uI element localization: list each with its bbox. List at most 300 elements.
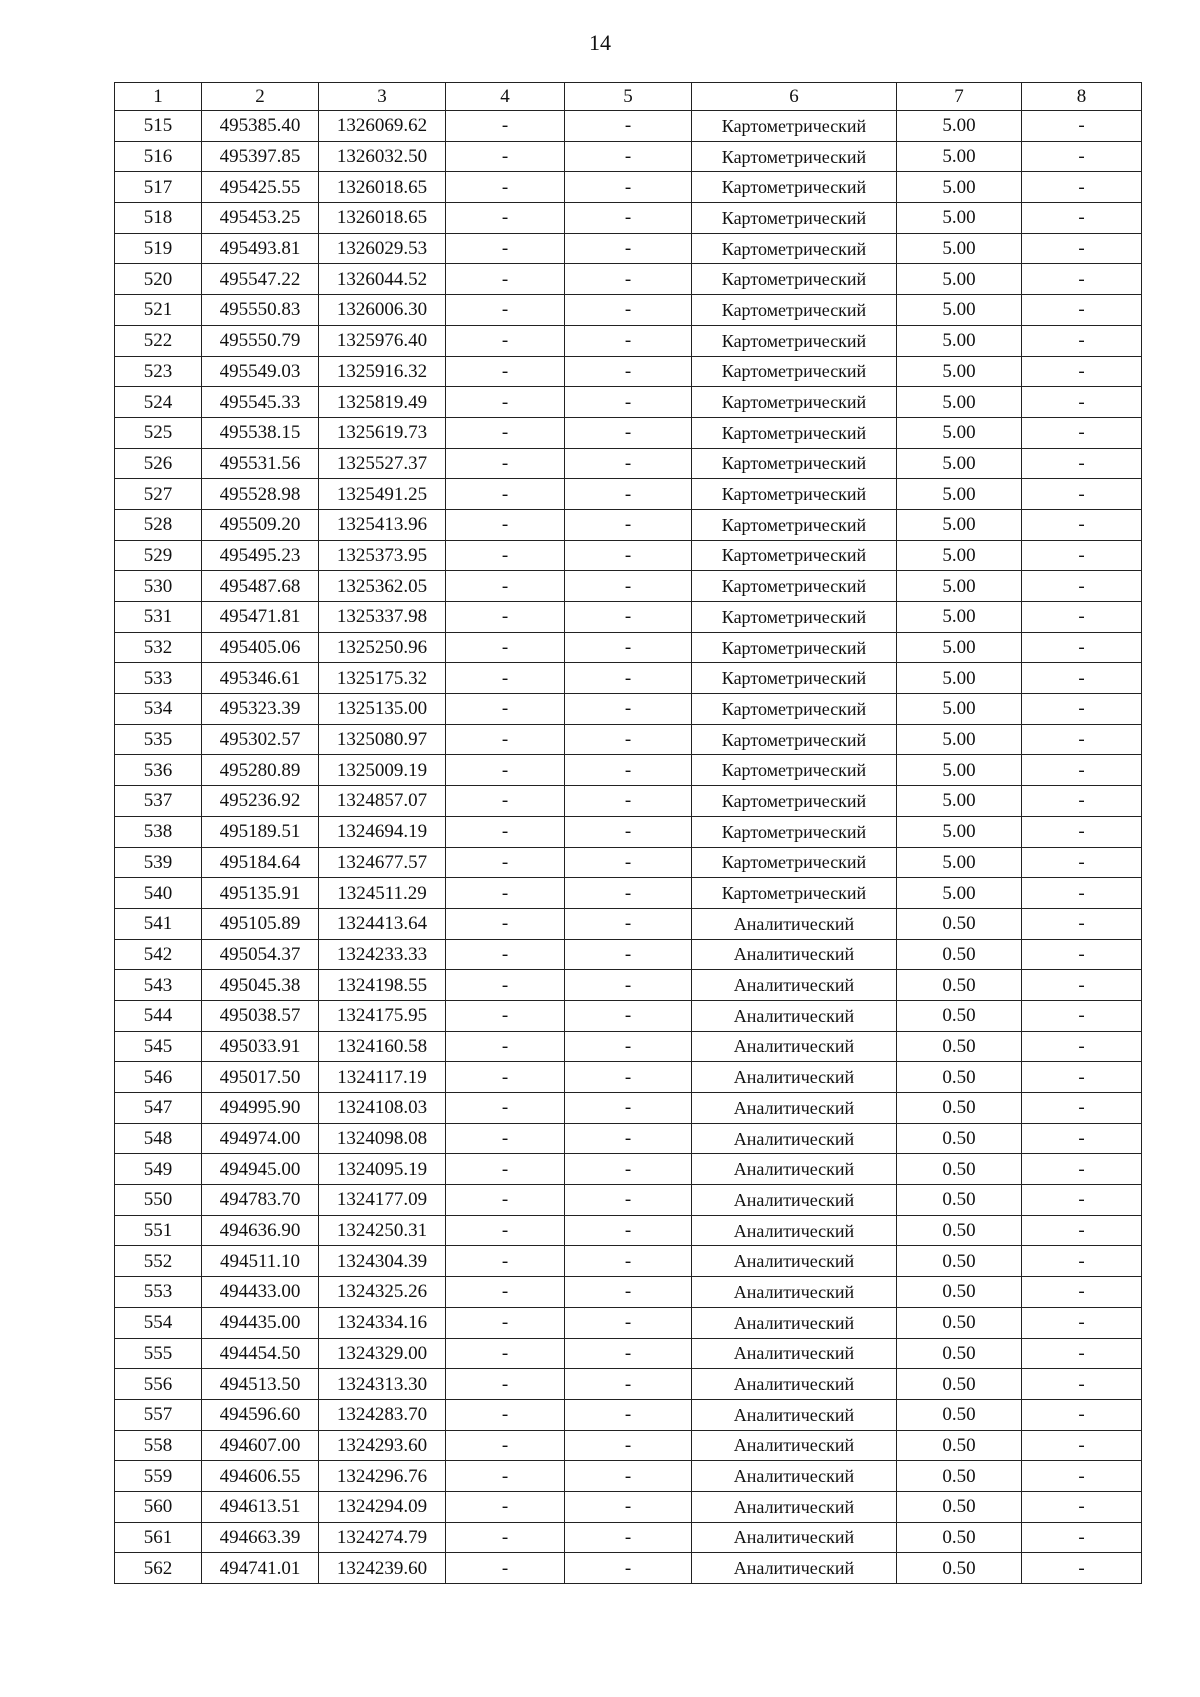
x-coordinate-cell: 494636.90 bbox=[202, 1215, 319, 1246]
column-4-cell: - bbox=[446, 663, 565, 694]
accuracy-cell: 5.00 bbox=[897, 816, 1022, 847]
column-5-cell: - bbox=[565, 908, 692, 939]
y-coordinate-cell: 1324175.95 bbox=[319, 1000, 446, 1031]
accuracy-cell: 5.00 bbox=[897, 141, 1022, 172]
x-coordinate-cell: 494513.50 bbox=[202, 1369, 319, 1400]
column-4-cell: - bbox=[446, 1338, 565, 1369]
column-5-cell: - bbox=[565, 141, 692, 172]
accuracy-cell: 5.00 bbox=[897, 878, 1022, 909]
accuracy-cell: 5.00 bbox=[897, 295, 1022, 326]
table-row bbox=[115, 724, 1142, 755]
accuracy-cell: 5.00 bbox=[897, 847, 1022, 878]
table-row bbox=[115, 847, 1142, 878]
column-8-cell: - bbox=[1022, 1031, 1142, 1062]
accuracy-cell: 5.00 bbox=[897, 417, 1022, 448]
column-5-cell: - bbox=[565, 1123, 692, 1154]
accuracy-cell: 0.50 bbox=[897, 1491, 1022, 1522]
point-number-cell: 529 bbox=[115, 540, 202, 571]
point-number-cell: 519 bbox=[115, 233, 202, 264]
column-4-cell: - bbox=[446, 632, 565, 663]
y-coordinate-cell: 1325373.95 bbox=[319, 540, 446, 571]
column-5-cell: - bbox=[565, 970, 692, 1001]
y-coordinate-cell: 1324250.31 bbox=[319, 1215, 446, 1246]
accuracy-cell: 5.00 bbox=[897, 387, 1022, 418]
column-4-cell: - bbox=[446, 970, 565, 1001]
x-coordinate-cell: 494607.00 bbox=[202, 1430, 319, 1461]
coordinates-table bbox=[114, 82, 1142, 1584]
y-coordinate-cell: 1324274.79 bbox=[319, 1522, 446, 1553]
column-8-cell: - bbox=[1022, 847, 1142, 878]
point-number-cell: 532 bbox=[115, 632, 202, 663]
column-8-cell: - bbox=[1022, 1185, 1142, 1216]
x-coordinate-cell: 495385.40 bbox=[202, 111, 319, 142]
column-5-cell: - bbox=[565, 663, 692, 694]
column-4-cell: - bbox=[446, 1123, 565, 1154]
column-8-cell: - bbox=[1022, 724, 1142, 755]
method-cell: Картометрический bbox=[692, 755, 897, 786]
page-number: 14 bbox=[589, 30, 611, 55]
column-8-cell: - bbox=[1022, 540, 1142, 571]
column-5-cell: - bbox=[565, 939, 692, 970]
column-8-cell: - bbox=[1022, 141, 1142, 172]
table-row bbox=[115, 1430, 1142, 1461]
y-coordinate-cell: 1324413.64 bbox=[319, 908, 446, 939]
point-number-cell: 554 bbox=[115, 1307, 202, 1338]
table-row bbox=[115, 1031, 1142, 1062]
method-cell: Картометрический bbox=[692, 111, 897, 142]
column-5-cell: - bbox=[565, 509, 692, 540]
column-8-cell: - bbox=[1022, 816, 1142, 847]
point-number-cell: 551 bbox=[115, 1215, 202, 1246]
column-4-cell: - bbox=[446, 325, 565, 356]
table-row bbox=[115, 1307, 1142, 1338]
y-coordinate-cell: 1326018.65 bbox=[319, 203, 446, 234]
y-coordinate-cell: 1324293.60 bbox=[319, 1430, 446, 1461]
y-coordinate-cell: 1326032.50 bbox=[319, 141, 446, 172]
method-cell: Картометрический bbox=[692, 172, 897, 203]
x-coordinate-cell: 495017.50 bbox=[202, 1062, 319, 1093]
x-coordinate-cell: 495495.23 bbox=[202, 540, 319, 571]
x-coordinate-cell: 494613.51 bbox=[202, 1491, 319, 1522]
column-4-cell: - bbox=[446, 111, 565, 142]
header-row bbox=[115, 83, 1142, 111]
accuracy-cell: 5.00 bbox=[897, 264, 1022, 295]
method-cell: Картометрический bbox=[692, 878, 897, 909]
column-5-cell: - bbox=[565, 203, 692, 234]
point-number-cell: 545 bbox=[115, 1031, 202, 1062]
method-cell: Картометрический bbox=[692, 632, 897, 663]
y-coordinate-cell: 1324304.39 bbox=[319, 1246, 446, 1277]
column-8-cell: - bbox=[1022, 632, 1142, 663]
x-coordinate-cell: 495323.39 bbox=[202, 694, 319, 725]
y-coordinate-cell: 1326029.53 bbox=[319, 233, 446, 264]
accuracy-cell: 0.50 bbox=[897, 1215, 1022, 1246]
y-coordinate-cell: 1324857.07 bbox=[319, 786, 446, 817]
column-5-cell: - bbox=[565, 1215, 692, 1246]
column-5-cell: - bbox=[565, 1093, 692, 1124]
accuracy-cell: 5.00 bbox=[897, 509, 1022, 540]
column-8-cell: - bbox=[1022, 1154, 1142, 1185]
column-8-cell: - bbox=[1022, 1000, 1142, 1031]
x-coordinate-cell: 494454.50 bbox=[202, 1338, 319, 1369]
table-row bbox=[115, 1399, 1142, 1430]
method-cell: Картометрический bbox=[692, 786, 897, 817]
method-cell: Аналитический bbox=[692, 1215, 897, 1246]
table-row bbox=[115, 540, 1142, 571]
method-cell: Картометрический bbox=[692, 203, 897, 234]
column-4-cell: - bbox=[446, 1062, 565, 1093]
column-4-cell: - bbox=[446, 694, 565, 725]
column-5-cell: - bbox=[565, 1000, 692, 1031]
table-row bbox=[115, 1369, 1142, 1400]
point-number-cell: 558 bbox=[115, 1430, 202, 1461]
method-cell: Картометрический bbox=[692, 479, 897, 510]
column-5-cell: - bbox=[565, 1399, 692, 1430]
column-5-cell: - bbox=[565, 448, 692, 479]
column-4-cell: - bbox=[446, 878, 565, 909]
table-row bbox=[115, 816, 1142, 847]
column-4-cell: - bbox=[446, 1430, 565, 1461]
point-number-cell: 527 bbox=[115, 479, 202, 510]
method-cell: Аналитический bbox=[692, 1553, 897, 1584]
method-cell: Аналитический bbox=[692, 1430, 897, 1461]
point-number-cell: 526 bbox=[115, 448, 202, 479]
y-coordinate-cell: 1324511.29 bbox=[319, 878, 446, 909]
point-number-cell: 541 bbox=[115, 908, 202, 939]
method-cell: Картометрический bbox=[692, 417, 897, 448]
column-5-cell: - bbox=[565, 1277, 692, 1308]
column-4-cell: - bbox=[446, 1369, 565, 1400]
point-number-cell: 533 bbox=[115, 663, 202, 694]
y-coordinate-cell: 1325491.25 bbox=[319, 479, 446, 510]
y-coordinate-cell: 1326069.62 bbox=[319, 111, 446, 142]
x-coordinate-cell: 494606.55 bbox=[202, 1461, 319, 1492]
x-coordinate-cell: 495509.20 bbox=[202, 509, 319, 540]
column-header: 5 bbox=[565, 83, 692, 111]
table-row bbox=[115, 1277, 1142, 1308]
column-8-cell: - bbox=[1022, 448, 1142, 479]
x-coordinate-cell: 495038.57 bbox=[202, 1000, 319, 1031]
accuracy-cell: 0.50 bbox=[897, 1553, 1022, 1584]
y-coordinate-cell: 1324294.09 bbox=[319, 1491, 446, 1522]
x-coordinate-cell: 494596.60 bbox=[202, 1399, 319, 1430]
table-row bbox=[115, 141, 1142, 172]
table-row bbox=[115, 387, 1142, 418]
x-coordinate-cell: 495405.06 bbox=[202, 632, 319, 663]
table-row bbox=[115, 1553, 1142, 1584]
point-number-cell: 534 bbox=[115, 694, 202, 725]
point-number-cell: 560 bbox=[115, 1491, 202, 1522]
point-number-cell: 516 bbox=[115, 141, 202, 172]
column-4-cell: - bbox=[446, 908, 565, 939]
table-row bbox=[115, 878, 1142, 909]
y-coordinate-cell: 1324313.30 bbox=[319, 1369, 446, 1400]
column-8-cell: - bbox=[1022, 1430, 1142, 1461]
accuracy-cell: 0.50 bbox=[897, 1338, 1022, 1369]
x-coordinate-cell: 495397.85 bbox=[202, 141, 319, 172]
y-coordinate-cell: 1326044.52 bbox=[319, 264, 446, 295]
column-4-cell: - bbox=[446, 1461, 565, 1492]
x-coordinate-cell: 495425.55 bbox=[202, 172, 319, 203]
column-5-cell: - bbox=[565, 1338, 692, 1369]
x-coordinate-cell: 495033.91 bbox=[202, 1031, 319, 1062]
x-coordinate-cell: 494995.90 bbox=[202, 1093, 319, 1124]
point-number-cell: 559 bbox=[115, 1461, 202, 1492]
column-4-cell: - bbox=[446, 387, 565, 418]
x-coordinate-cell: 495528.98 bbox=[202, 479, 319, 510]
column-5-cell: - bbox=[565, 295, 692, 326]
column-4-cell: - bbox=[446, 1031, 565, 1062]
accuracy-cell: 5.00 bbox=[897, 356, 1022, 387]
method-cell: Аналитический bbox=[692, 1307, 897, 1338]
column-5-cell: - bbox=[565, 632, 692, 663]
method-cell: Картометрический bbox=[692, 663, 897, 694]
method-cell: Аналитический bbox=[692, 1185, 897, 1216]
table-row bbox=[115, 1000, 1142, 1031]
table-row bbox=[115, 786, 1142, 817]
column-5-cell: - bbox=[565, 1031, 692, 1062]
column-8-cell: - bbox=[1022, 203, 1142, 234]
column-4-cell: - bbox=[446, 295, 565, 326]
point-number-cell: 528 bbox=[115, 509, 202, 540]
column-5-cell: - bbox=[565, 1062, 692, 1093]
point-number-cell: 550 bbox=[115, 1185, 202, 1216]
column-4-cell: - bbox=[446, 786, 565, 817]
column-5-cell: - bbox=[565, 111, 692, 142]
x-coordinate-cell: 495045.38 bbox=[202, 970, 319, 1001]
y-coordinate-cell: 1325250.96 bbox=[319, 632, 446, 663]
column-5-cell: - bbox=[565, 847, 692, 878]
column-4-cell: - bbox=[446, 1277, 565, 1308]
point-number-cell: 542 bbox=[115, 939, 202, 970]
x-coordinate-cell: 495471.81 bbox=[202, 602, 319, 633]
accuracy-cell: 5.00 bbox=[897, 448, 1022, 479]
table-row bbox=[115, 1154, 1142, 1185]
column-8-cell: - bbox=[1022, 417, 1142, 448]
column-8-cell: - bbox=[1022, 908, 1142, 939]
column-5-cell: - bbox=[565, 755, 692, 786]
column-header: 3 bbox=[319, 83, 446, 111]
column-5-cell: - bbox=[565, 816, 692, 847]
column-5-cell: - bbox=[565, 233, 692, 264]
method-cell: Картометрический bbox=[692, 295, 897, 326]
table-row bbox=[115, 1522, 1142, 1553]
column-8-cell: - bbox=[1022, 1062, 1142, 1093]
x-coordinate-cell: 495189.51 bbox=[202, 816, 319, 847]
x-coordinate-cell: 495538.15 bbox=[202, 417, 319, 448]
method-cell: Аналитический bbox=[692, 970, 897, 1001]
accuracy-cell: 0.50 bbox=[897, 1000, 1022, 1031]
column-8-cell: - bbox=[1022, 1246, 1142, 1277]
method-cell: Картометрический bbox=[692, 571, 897, 602]
column-8-cell: - bbox=[1022, 694, 1142, 725]
column-4-cell: - bbox=[446, 233, 565, 264]
x-coordinate-cell: 495302.57 bbox=[202, 724, 319, 755]
method-cell: Картометрический bbox=[692, 816, 897, 847]
x-coordinate-cell: 495105.89 bbox=[202, 908, 319, 939]
accuracy-cell: 5.00 bbox=[897, 571, 1022, 602]
column-4-cell: - bbox=[446, 448, 565, 479]
method-cell: Картометрический bbox=[692, 264, 897, 295]
x-coordinate-cell: 495453.25 bbox=[202, 203, 319, 234]
method-cell: Картометрический bbox=[692, 141, 897, 172]
table-row bbox=[115, 571, 1142, 602]
point-number-cell: 543 bbox=[115, 970, 202, 1001]
table-row bbox=[115, 479, 1142, 510]
column-8-cell: - bbox=[1022, 1369, 1142, 1400]
table-row bbox=[115, 325, 1142, 356]
column-8-cell: - bbox=[1022, 970, 1142, 1001]
column-5-cell: - bbox=[565, 479, 692, 510]
point-number-cell: 538 bbox=[115, 816, 202, 847]
column-4-cell: - bbox=[446, 939, 565, 970]
point-number-cell: 553 bbox=[115, 1277, 202, 1308]
column-8-cell: - bbox=[1022, 172, 1142, 203]
method-cell: Аналитический bbox=[692, 1338, 897, 1369]
column-5-cell: - bbox=[565, 417, 692, 448]
method-cell: Аналитический bbox=[692, 1000, 897, 1031]
column-5-cell: - bbox=[565, 1461, 692, 1492]
column-8-cell: - bbox=[1022, 1307, 1142, 1338]
method-cell: Картометрический bbox=[692, 387, 897, 418]
x-coordinate-cell: 494974.00 bbox=[202, 1123, 319, 1154]
column-8-cell: - bbox=[1022, 295, 1142, 326]
column-5-cell: - bbox=[565, 356, 692, 387]
column-8-cell: - bbox=[1022, 479, 1142, 510]
column-8-cell: - bbox=[1022, 356, 1142, 387]
method-cell: Аналитический bbox=[692, 1093, 897, 1124]
table-row bbox=[115, 356, 1142, 387]
point-number-cell: 517 bbox=[115, 172, 202, 203]
column-header: 4 bbox=[446, 83, 565, 111]
method-cell: Картометрический bbox=[692, 448, 897, 479]
column-4-cell: - bbox=[446, 1307, 565, 1338]
y-coordinate-cell: 1324095.19 bbox=[319, 1154, 446, 1185]
method-cell: Аналитический bbox=[692, 1246, 897, 1277]
accuracy-cell: 0.50 bbox=[897, 970, 1022, 1001]
table-row bbox=[115, 1093, 1142, 1124]
accuracy-cell: 0.50 bbox=[897, 1522, 1022, 1553]
point-number-cell: 535 bbox=[115, 724, 202, 755]
method-cell: Картометрический bbox=[692, 509, 897, 540]
column-4-cell: - bbox=[446, 571, 565, 602]
y-coordinate-cell: 1325175.32 bbox=[319, 663, 446, 694]
column-8-cell: - bbox=[1022, 1093, 1142, 1124]
method-cell: Картометрический bbox=[692, 540, 897, 571]
y-coordinate-cell: 1325337.98 bbox=[319, 602, 446, 633]
accuracy-cell: 5.00 bbox=[897, 111, 1022, 142]
point-number-cell: 536 bbox=[115, 755, 202, 786]
method-cell: Картометрический bbox=[692, 356, 897, 387]
column-5-cell: - bbox=[565, 694, 692, 725]
accuracy-cell: 5.00 bbox=[897, 172, 1022, 203]
y-coordinate-cell: 1326006.30 bbox=[319, 295, 446, 326]
table-row bbox=[115, 602, 1142, 633]
method-cell: Картометрический bbox=[692, 325, 897, 356]
point-number-cell: 555 bbox=[115, 1338, 202, 1369]
column-4-cell: - bbox=[446, 356, 565, 387]
column-header: 1 bbox=[115, 83, 202, 111]
table-row bbox=[115, 295, 1142, 326]
column-8-cell: - bbox=[1022, 939, 1142, 970]
column-8-cell: - bbox=[1022, 1399, 1142, 1430]
y-coordinate-cell: 1324160.58 bbox=[319, 1031, 446, 1062]
accuracy-cell: 0.50 bbox=[897, 939, 1022, 970]
table-row bbox=[115, 509, 1142, 540]
accuracy-cell: 5.00 bbox=[897, 755, 1022, 786]
column-4-cell: - bbox=[446, 540, 565, 571]
x-coordinate-cell: 494783.70 bbox=[202, 1185, 319, 1216]
point-number-cell: 521 bbox=[115, 295, 202, 326]
column-5-cell: - bbox=[565, 1185, 692, 1216]
column-4-cell: - bbox=[446, 1522, 565, 1553]
method-cell: Картометрический bbox=[692, 847, 897, 878]
x-coordinate-cell: 495550.83 bbox=[202, 295, 319, 326]
table-row bbox=[115, 448, 1142, 479]
table-body bbox=[115, 111, 1142, 1584]
y-coordinate-cell: 1324098.08 bbox=[319, 1123, 446, 1154]
y-coordinate-cell: 1325135.00 bbox=[319, 694, 446, 725]
x-coordinate-cell: 495054.37 bbox=[202, 939, 319, 970]
y-coordinate-cell: 1324325.26 bbox=[319, 1277, 446, 1308]
table-row bbox=[115, 264, 1142, 295]
column-5-cell: - bbox=[565, 878, 692, 909]
point-number-cell: 523 bbox=[115, 356, 202, 387]
column-8-cell: - bbox=[1022, 264, 1142, 295]
column-8-cell: - bbox=[1022, 1491, 1142, 1522]
y-coordinate-cell: 1326018.65 bbox=[319, 172, 446, 203]
y-coordinate-cell: 1325413.96 bbox=[319, 509, 446, 540]
method-cell: Аналитический bbox=[692, 908, 897, 939]
y-coordinate-cell: 1324283.70 bbox=[319, 1399, 446, 1430]
y-coordinate-cell: 1324239.60 bbox=[319, 1553, 446, 1584]
point-number-cell: 552 bbox=[115, 1246, 202, 1277]
column-header: 2 bbox=[202, 83, 319, 111]
column-header: 8 bbox=[1022, 83, 1142, 111]
point-number-cell: 531 bbox=[115, 602, 202, 633]
table-row bbox=[115, 694, 1142, 725]
accuracy-cell: 0.50 bbox=[897, 1031, 1022, 1062]
accuracy-cell: 5.00 bbox=[897, 479, 1022, 510]
point-number-cell: 562 bbox=[115, 1553, 202, 1584]
table-row bbox=[115, 1215, 1142, 1246]
column-4-cell: - bbox=[446, 264, 565, 295]
point-number-cell: 530 bbox=[115, 571, 202, 602]
table-row bbox=[115, 1123, 1142, 1154]
x-coordinate-cell: 494663.39 bbox=[202, 1522, 319, 1553]
x-coordinate-cell: 494741.01 bbox=[202, 1553, 319, 1584]
column-4-cell: - bbox=[446, 1000, 565, 1031]
point-number-cell: 522 bbox=[115, 325, 202, 356]
point-number-cell: 520 bbox=[115, 264, 202, 295]
column-8-cell: - bbox=[1022, 509, 1142, 540]
y-coordinate-cell: 1325362.05 bbox=[319, 571, 446, 602]
accuracy-cell: 0.50 bbox=[897, 1399, 1022, 1430]
accuracy-cell: 0.50 bbox=[897, 1154, 1022, 1185]
y-coordinate-cell: 1324694.19 bbox=[319, 816, 446, 847]
column-4-cell: - bbox=[446, 755, 565, 786]
accuracy-cell: 0.50 bbox=[897, 1307, 1022, 1338]
table-row bbox=[115, 1246, 1142, 1277]
x-coordinate-cell: 495280.89 bbox=[202, 755, 319, 786]
y-coordinate-cell: 1325080.97 bbox=[319, 724, 446, 755]
column-4-cell: - bbox=[446, 509, 565, 540]
column-8-cell: - bbox=[1022, 1277, 1142, 1308]
point-number-cell: 556 bbox=[115, 1369, 202, 1400]
y-coordinate-cell: 1324233.33 bbox=[319, 939, 446, 970]
column-4-cell: - bbox=[446, 816, 565, 847]
method-cell: Аналитический bbox=[692, 1277, 897, 1308]
